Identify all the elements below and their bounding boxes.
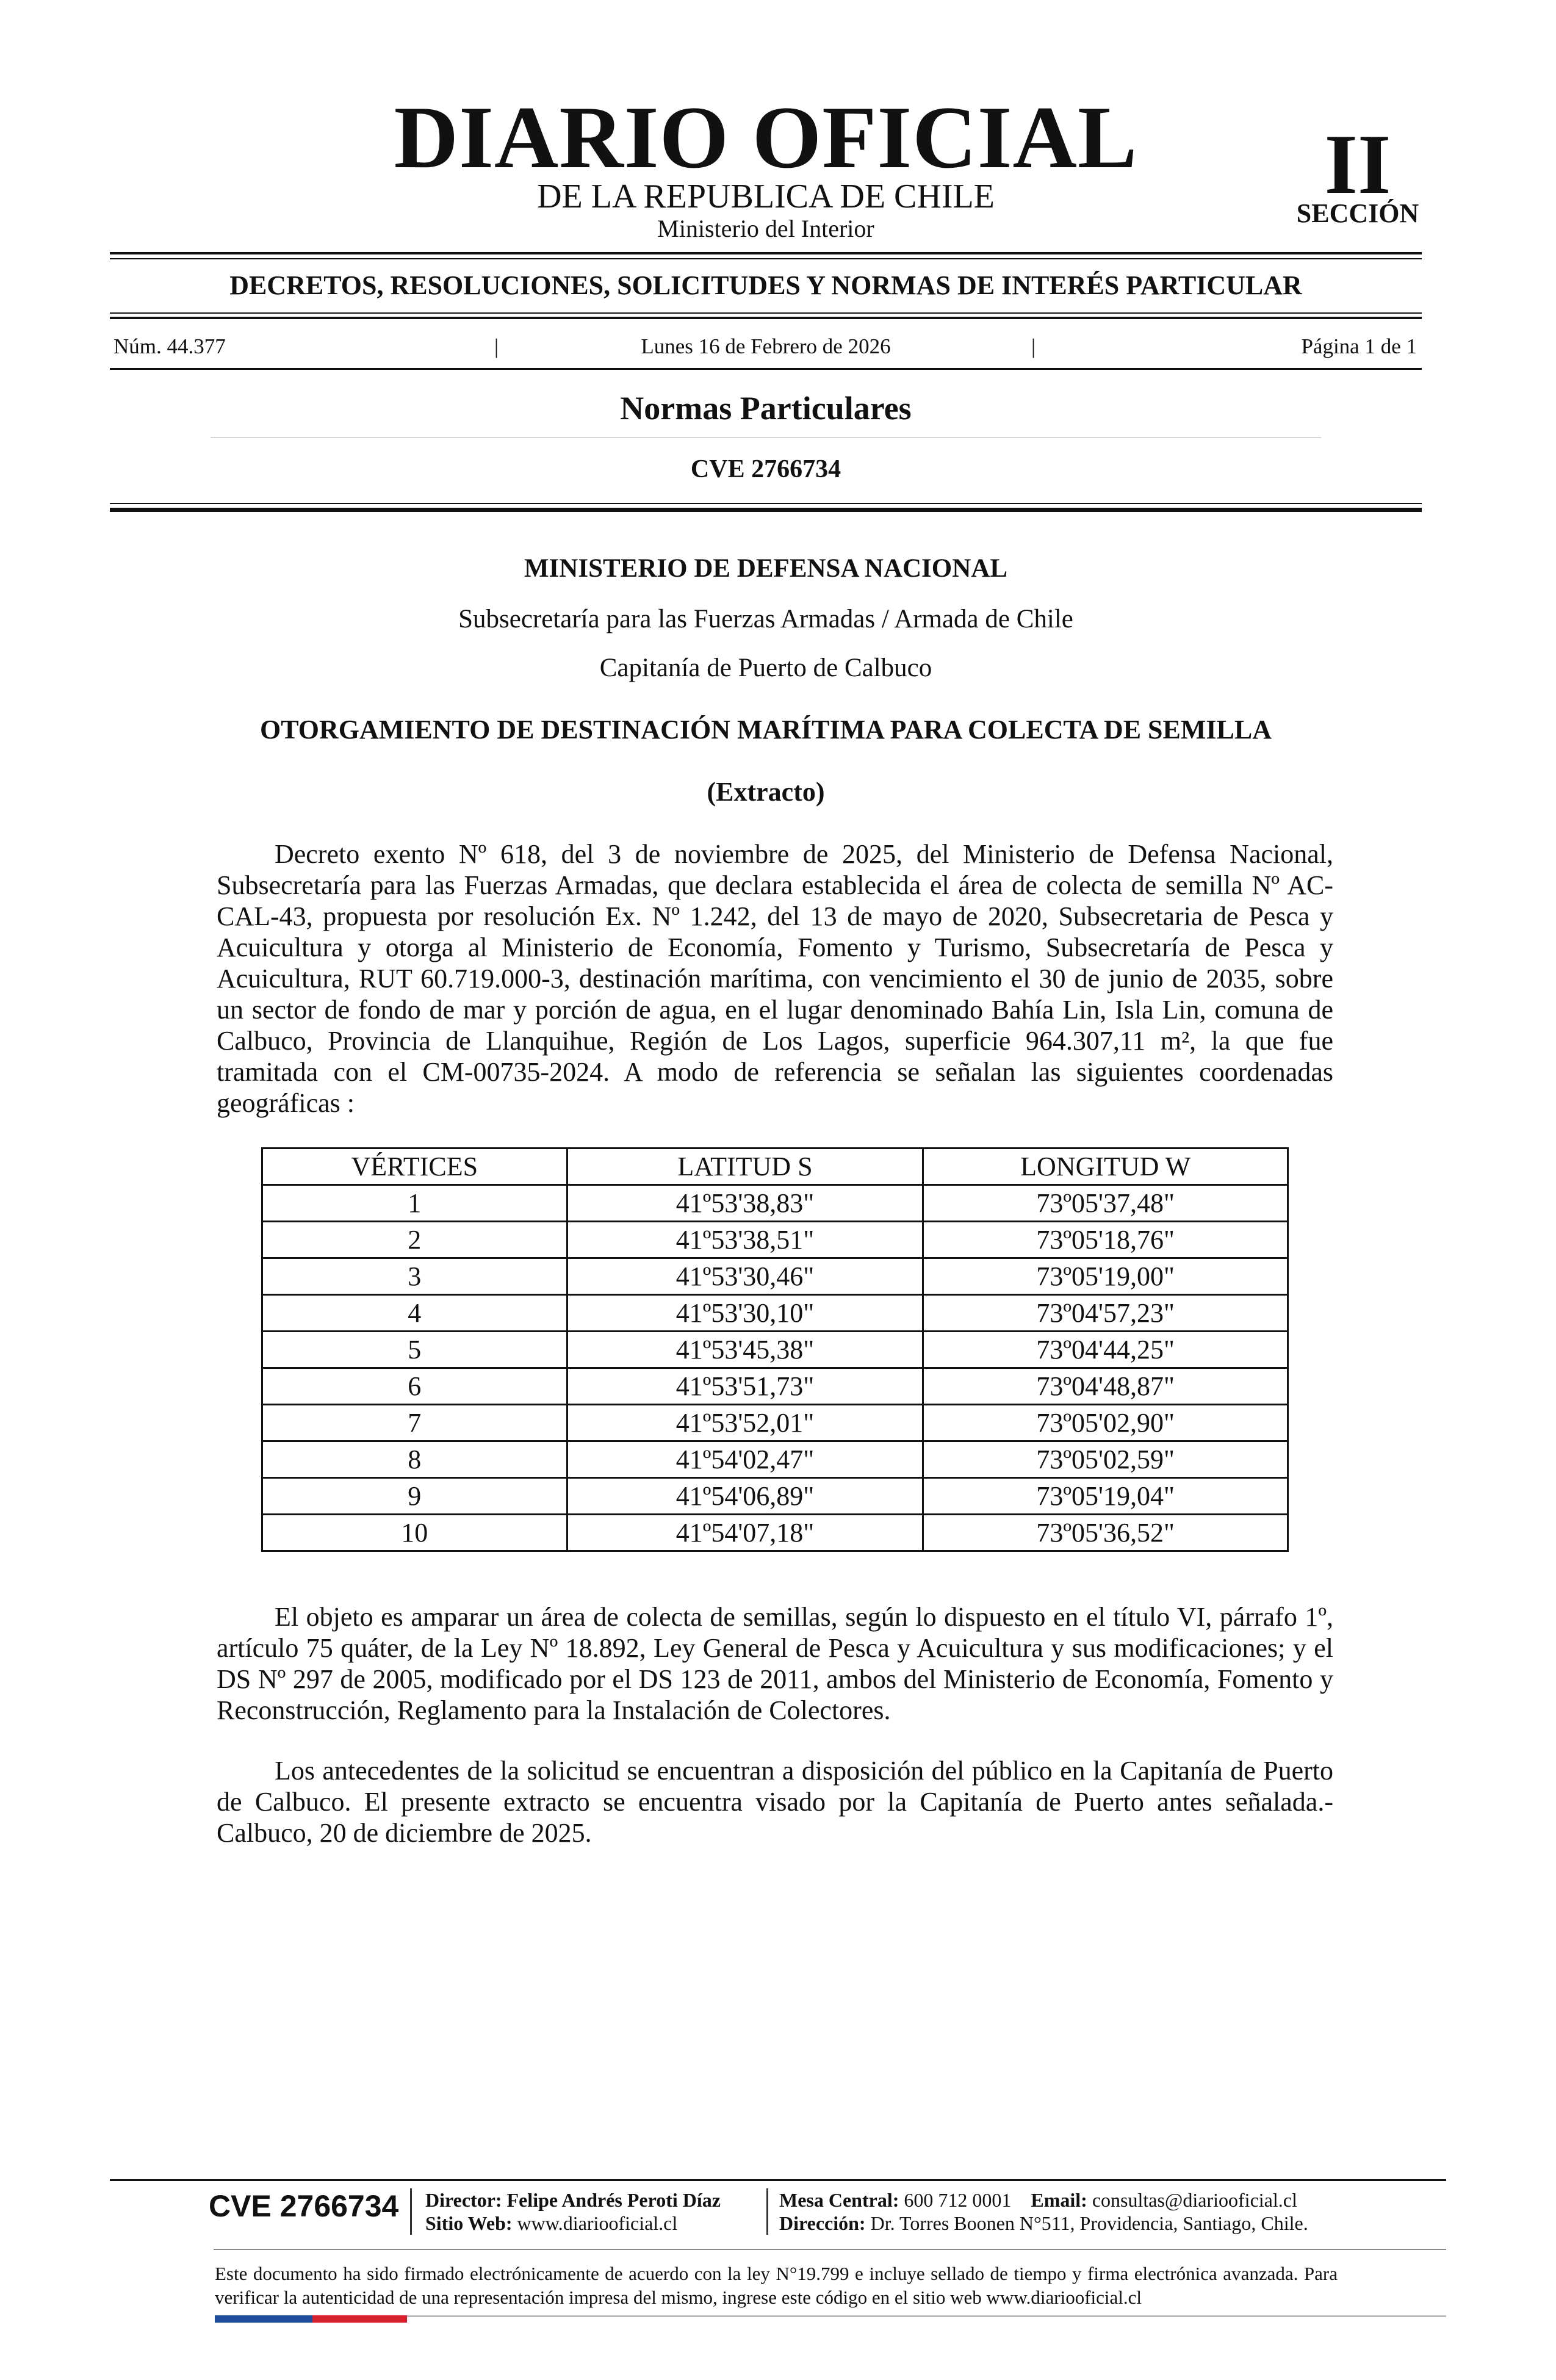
- purpose-paragraph: El objeto es amparar un área de colecta de semillas, según lo dispuesto en el título VI, párrafo 1º, artículo 75 quáter, de la Ley Nº 18.892, Ley General de Pesca y Acuicultura y sus modificaciones; y el DS Nº 297 de 2005, modificado por el DS 123 de 2011, ambos del Ministerio de Economía, Fomento y Reconstrucción, Reglamento para la Instalación de Colectores.: [217, 1602, 1333, 1725]
- footer-divider: [410, 2188, 412, 2235]
- longitude-cell: 73º04'48,87": [923, 1368, 1288, 1405]
- latitude-cell: 41º53'45,38": [567, 1332, 923, 1368]
- chilean-flag-stripe-red: [312, 2315, 407, 2323]
- latitude-cell: 41º53'38,83": [567, 1185, 923, 1222]
- vertex-cell: 4: [262, 1295, 567, 1332]
- footer-contact-block: [779, 2188, 1308, 2235]
- address-label: Dirección:: [779, 2212, 866, 2234]
- website-link[interactable]: www.diariooficial.cl: [517, 2212, 678, 2234]
- vertex-cell: 3: [262, 1258, 567, 1295]
- masthead-rule-top: [110, 252, 1422, 254]
- records-paragraph: Los antecedentes de la solicitud se encuentran a disposición del público en la Capitanía de Puerto de Calbuco. El presente extracto se encuentra visado por la Capitanía de Puerto antes señalada.- Calbuco, 20 de diciembre de 2025.: [217, 1756, 1333, 1848]
- issuing-subsecretaria: Subsecretaría para las Fuerzas Armadas / Armada de Chile: [458, 605, 1073, 633]
- longitude-cell: 73º04'44,25": [923, 1332, 1288, 1368]
- table-row: [262, 1222, 1288, 1258]
- table-row: [262, 1478, 1288, 1515]
- vertex-cell: 9: [262, 1478, 567, 1515]
- longitude-cell: 73º04'57,23": [923, 1295, 1288, 1332]
- page-counter: Página 1 de 1: [1301, 334, 1417, 358]
- meta-separator: |: [1031, 334, 1036, 358]
- vertex-cell: 8: [262, 1441, 567, 1478]
- section-numeral: II: [1324, 117, 1391, 212]
- newspaper-title: DIARIO OFICIAL: [394, 88, 1138, 187]
- director-label: Director:: [425, 2189, 502, 2211]
- table-header-row: [262, 1149, 1288, 1185]
- mesa-central-label: Mesa Central:: [779, 2189, 899, 2211]
- mesa-central-phone: 600 712 0001: [904, 2189, 1012, 2211]
- latitude-cell: 41º53'51,73": [567, 1368, 923, 1405]
- table-row: [262, 1368, 1288, 1405]
- longitude-cell: 73º05'37,48": [923, 1185, 1288, 1222]
- band-rule-top: [110, 312, 1422, 314]
- table-row: [262, 1441, 1288, 1478]
- section-band-heading: DECRETOS, RESOLUCIONES, SOLICITUDES Y NORMAS DE INTERÉS PARTICULAR: [229, 270, 1302, 300]
- latitude-cell: 41º53'38,51": [567, 1222, 923, 1258]
- masthead-rule-bottom: [110, 258, 1422, 259]
- document-title: OTORGAMIENTO DE DESTINACIÓN MARÍTIMA PARA COLECTA DE SEMILLA: [260, 715, 1272, 745]
- column-header-latitude: LATITUD S: [567, 1149, 923, 1185]
- chilean-flag-stripe-blue: [215, 2315, 312, 2323]
- postal-address: Dr. Torres Boonen N°511, Providencia, Santiago, Chile.: [870, 2212, 1308, 2234]
- header-rule-top: [110, 503, 1422, 504]
- table-row: [262, 1185, 1288, 1222]
- newspaper-subtitle: DE LA REPUBLICA DE CHILE: [537, 178, 995, 215]
- footer-director-block: [425, 2188, 721, 2235]
- longitude-cell: 73º05'02,59": [923, 1441, 1288, 1478]
- latitude-cell: 41º54'07,18": [567, 1515, 923, 1551]
- website-label: Sitio Web:: [425, 2212, 513, 2234]
- latitude-cell: 41º54'06,89": [567, 1478, 923, 1515]
- issue-meta-row: [110, 334, 1422, 359]
- email-address[interactable]: consultas@diariooficial.cl: [1092, 2189, 1297, 2211]
- table-row: [262, 1405, 1288, 1441]
- footer-divider: [766, 2188, 768, 2235]
- longitude-cell: 73º05'36,52": [923, 1515, 1288, 1551]
- meta-rule: [110, 368, 1422, 370]
- vertex-cell: 2: [262, 1222, 567, 1258]
- coordinates-table: [261, 1147, 1289, 1552]
- decree-paragraph: Decreto exento Nº 618, del 3 de noviembre de 2025, del Ministerio de Defensa Nacional, Subsecretaría para las Fuerzas Armadas, que declara establecida el área de colecta de semilla Nº AC-CAL-43, propuesta por resolución Ex. Nº 1.242, del 13 de mayo de 2020, Subsecretaria de Pesca y Acuicultura y otorga al Ministerio de Economía, Fomento y Turismo, Subsecretaría de Pesca y Acuicultura, RUT 60.719.000-3, destinación marítima, con vencimiento el 30 de junio de 2035, sobre un sector de fondo de mar y porción de agua, en el lugar denominado Bahía Lin, Isla Lin, comuna de Calbuco, Provincia de Llanquihue, Región de Los Lagos, superficie 964.307,11 m², la que fue tramitada con el CM-00735-2024. A modo de referencia se señalan las siguientes coordenadas geográficas :: [217, 839, 1333, 1118]
- vertex-cell: 5: [262, 1332, 567, 1368]
- director-name: Felipe Andrés Peroti Díaz: [506, 2189, 721, 2211]
- table-row: [262, 1515, 1288, 1551]
- vertex-cell: 1: [262, 1185, 567, 1222]
- electronic-signature-disclaimer: Este documento ha sido firmado electrónicamente de acuerdo con la ley N°19.799 e incluye sellado de tiempo y firma electrónica avanzada. Para verificar la autenticidad de una representación impresa del mismo, ingrese este código en el sitio web www.diariooficial.cl: [215, 2263, 1338, 2308]
- latitude-cell: 41º54'02,47": [567, 1441, 923, 1478]
- footer-cve-code: CVE 2766734: [209, 2189, 399, 2223]
- header-rule-bottom: [110, 508, 1422, 512]
- section-label: SECCIÓN: [1296, 198, 1419, 228]
- email-label: Email:: [1031, 2189, 1087, 2211]
- longitude-cell: 73º05'19,04": [923, 1478, 1288, 1515]
- table-row: [262, 1295, 1288, 1332]
- issuing-capitania: Capitanía de Puerto de Calbuco: [599, 654, 932, 682]
- section-title-underline: [211, 437, 1321, 438]
- vertex-cell: 7: [262, 1405, 567, 1441]
- footer-rule-bottom: [407, 2315, 1446, 2317]
- cve-code: CVE 2766734: [690, 455, 841, 483]
- longitude-cell: 73º05'18,76": [923, 1222, 1288, 1258]
- latitude-cell: 41º53'52,01": [567, 1405, 923, 1441]
- footer-rule-top: [110, 2179, 1446, 2181]
- latitude-cell: 41º53'30,10": [567, 1295, 923, 1332]
- table-row: [262, 1258, 1288, 1295]
- meta-separator: |: [494, 334, 499, 358]
- vertex-cell: 6: [262, 1368, 567, 1405]
- footer-rule-mid: [214, 2249, 1446, 2250]
- issue-number: Núm. 44.377: [113, 334, 226, 358]
- issuing-ministry: MINISTERIO DE DEFENSA NACIONAL: [524, 554, 1008, 583]
- newspaper-ministry: Ministerio del Interior: [657, 215, 874, 242]
- table-row: [262, 1332, 1288, 1368]
- band-rule-bottom: [110, 317, 1422, 319]
- longitude-cell: 73º05'19,00": [923, 1258, 1288, 1295]
- longitude-cell: 73º05'02,90": [923, 1405, 1288, 1441]
- extract-label: (Extracto): [707, 777, 825, 807]
- section-title: Normas Particulares: [620, 390, 912, 427]
- vertex-cell: 10: [262, 1515, 567, 1551]
- issue-date: Lunes 16 de Febrero de 2026: [641, 334, 891, 358]
- latitude-cell: 41º53'30,46": [567, 1258, 923, 1295]
- column-header-longitude: LONGITUD W: [923, 1149, 1288, 1185]
- column-header-vertices: VÉRTICES: [262, 1149, 567, 1185]
